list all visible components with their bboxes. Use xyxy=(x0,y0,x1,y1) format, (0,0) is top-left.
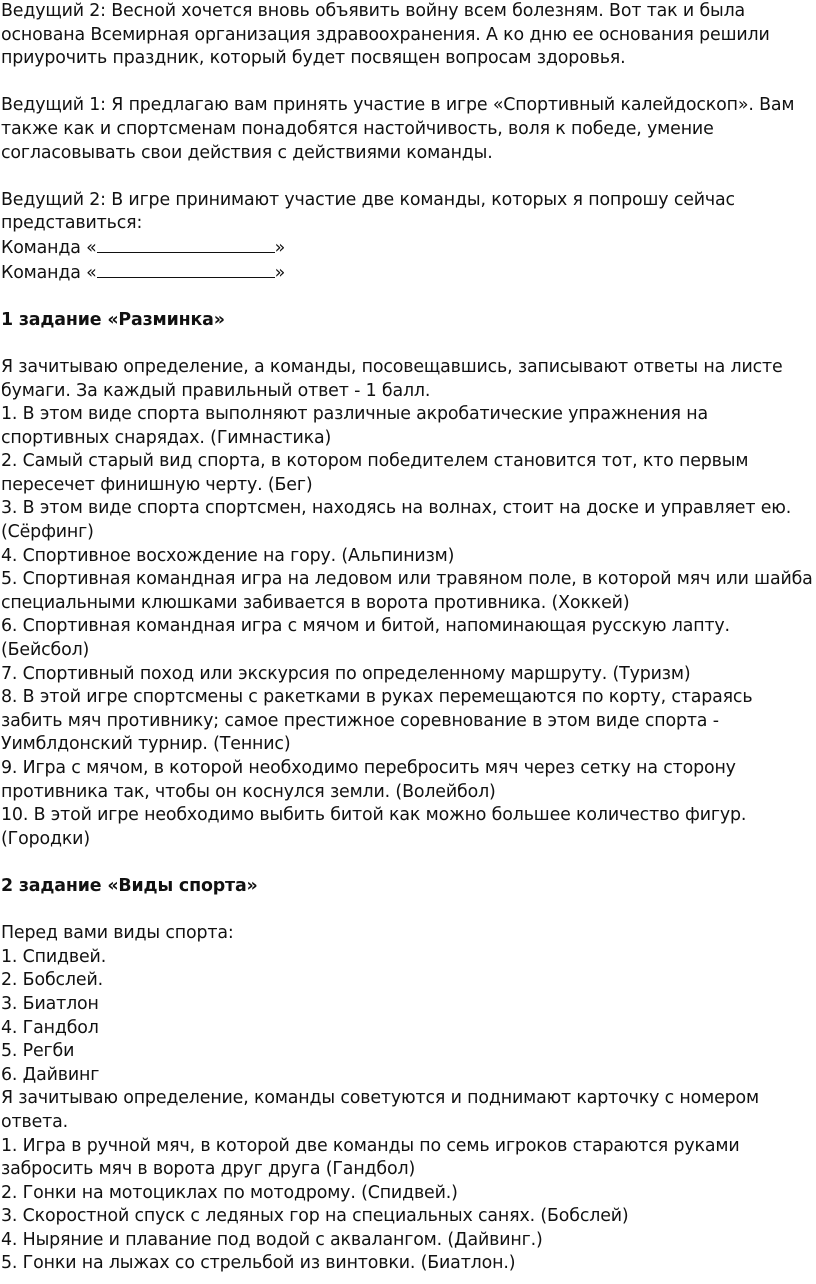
team-line-2 xyxy=(1,261,813,286)
task1-title: 1 задание «Разминка» xyxy=(1,309,225,330)
sport-list-item: 2. Бобслей. xyxy=(1,970,103,991)
sport-list-item: 4. Гандбол xyxy=(1,1017,99,1038)
task1-question: 3. В этом виде спорта спортсмен, находясь на волнах, стоит на доске и управляет ею. (Сёрфинг) xyxy=(1,498,792,543)
team-prefix: Команда « xyxy=(1,262,97,283)
task2-title: 2 задание «Виды спорта» xyxy=(1,875,258,896)
task2-question: 5. Гонки на лыжах со стрельбой из винтовки. (Биатлон.) xyxy=(1,1253,516,1274)
task1-question: 6. Спортивная командная игра с мячом и битой, напоминающая русскую лапту. (Бейсбол) xyxy=(1,616,730,661)
task2-question: 3. Скоростной спуск с ледяных гор на специальных санях. (Бобслей) xyxy=(1,1206,629,1227)
blank-line xyxy=(1,71,813,95)
task2-question: 4. Ныряние и плавание под водой с аквалангом. (Дайвинг.) xyxy=(1,1229,543,1250)
blank-line xyxy=(1,851,813,875)
blank-line xyxy=(1,899,813,923)
task1-instructions: Я зачитываю определение, а команды, посовещавшись, записывают ответы на листе бумаги. За каждый правильный ответ - 1 балл. xyxy=(1,356,783,401)
sport-list-item: 3. Биатлон xyxy=(1,993,99,1014)
task1-question: 1. В этом виде спорта выполняют различные акробатические упражнения на спортивных снарядах. (Гимнастика) xyxy=(1,404,708,448)
task2-question: 1. Игра в ручной мяч, в которой две команды по семь игроков стараются руками забросить мяч в ворота друг друга (Гандбол) xyxy=(1,1135,740,1180)
team-suffix: » xyxy=(274,237,286,258)
intro-paragraph-3: Ведущий 2: В игре принимают участие две команды, которых я попрошу сейчас представиться: xyxy=(1,189,735,234)
task1-question: 2. Самый старый вид спорта, в котором победителем становится тот, кто первым пересечет финишную черту. (Бег) xyxy=(1,451,749,495)
task1-question: 4. Спортивное восхождение на гору. (Альпинизм) xyxy=(1,545,455,566)
task2-question: 2. Гонки на мотоциклах по мотодрому. (Спидвей.) xyxy=(1,1182,458,1203)
team-line-1 xyxy=(1,236,813,261)
document-page xyxy=(1,0,813,1276)
task1-question: 7. Спортивный поход или экскурсия по определенному маршруту. (Туризм) xyxy=(1,663,691,684)
team-name-blank xyxy=(97,236,275,253)
task1-question: 8. В этой игре спортсмены с ракетками в руках перемещаются по корту, стараясь забить мяч противнику; самое престижное соревнование в этом виде спорта - Уимблдонский турнир. (Теннис) xyxy=(1,687,753,755)
intro-paragraph-1: Ведущий 2: Весной хочется вновь объявить войну всем болезням. Вот так и была основана Всемирная организация здравоохранения. А ко дню ее основания решили приурочить праздник, который будет посвящен вопросам здоровья. xyxy=(1,1,770,69)
task1-question: 9. Игра с мячом, в которой необходимо перебросить мяч через сетку на сторону противника так, чтобы он коснулся земли. (Волейбол) xyxy=(1,758,736,802)
team-prefix: Команда « xyxy=(1,237,97,258)
task2-instructions: Я зачитываю определение, команды советуются и поднимают карточку с номером ответа. xyxy=(1,1088,760,1132)
blank-line xyxy=(1,332,813,356)
blank-line xyxy=(1,165,813,189)
task1-question: 5. Спортивная командная игра на ледовом или травяном поле, в которой мяч или шайба специальными клюшками забивается в ворота противника. (Хоккей) xyxy=(1,569,813,613)
blank-line xyxy=(1,285,813,309)
intro-paragraph-2: Ведущий 1: Я предлагаю вам принять участие в игре «Спортивный калейдоскоп». Вам также как и спортсменам понадобятся настойчивость, воля к победе, умение согласовывать свои действия с действиями команды. xyxy=(1,95,795,163)
sport-list-item: 6. Дайвинг xyxy=(1,1064,100,1085)
sport-list-item: 5. Регби xyxy=(1,1041,75,1062)
sport-list-item: 1. Спидвей. xyxy=(1,946,107,967)
team-suffix: » xyxy=(274,262,286,283)
team-name-blank xyxy=(97,261,275,278)
task2-intro: Перед вами виды спорта: xyxy=(1,923,234,944)
task1-question: 10. В этой игре необходимо выбить битой как можно большее количество фигур. (Городки) xyxy=(1,805,747,849)
